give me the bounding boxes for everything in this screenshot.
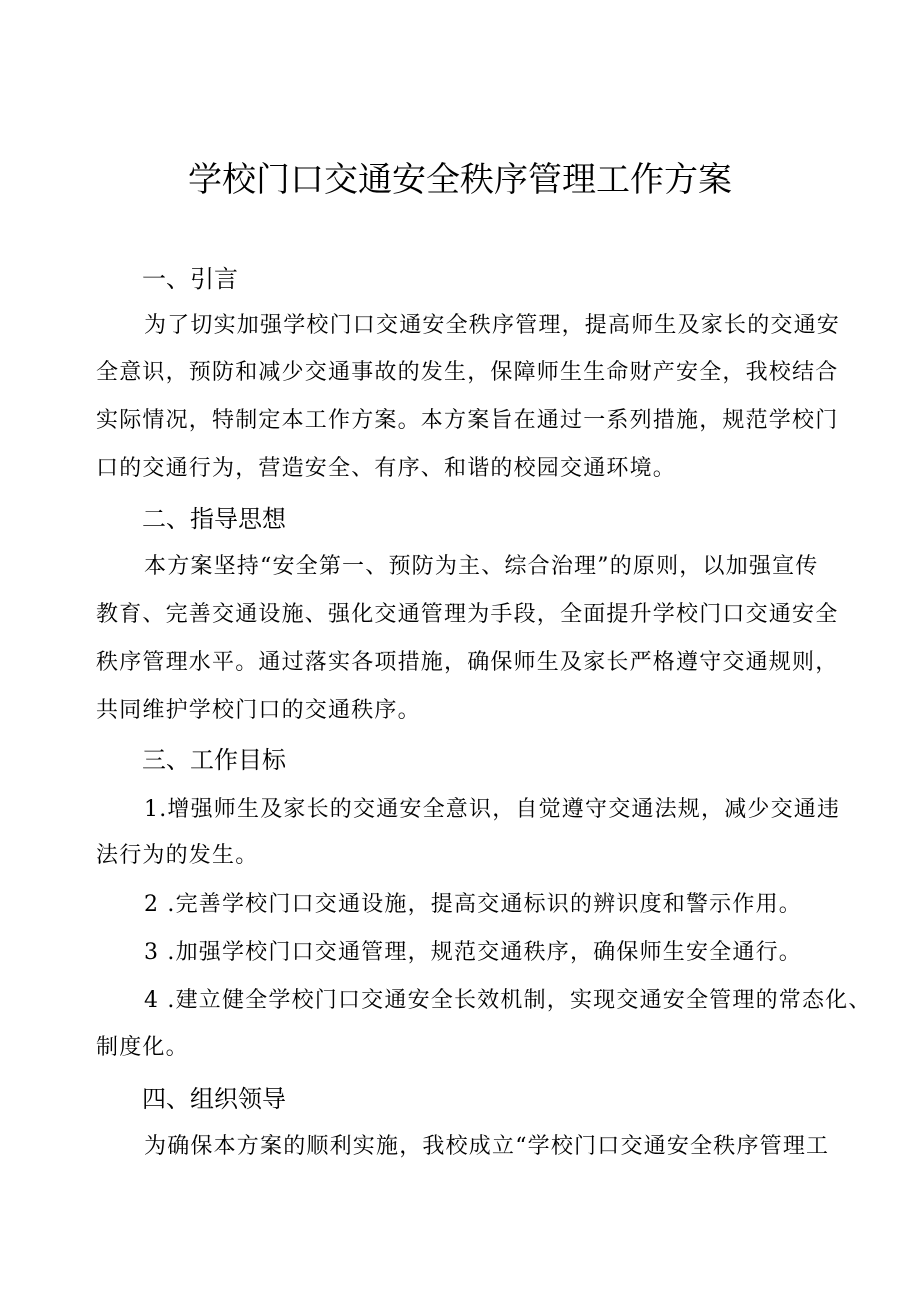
goal-item-1-line: 1.增强师生及家长的交通安全意识，自觉遵守交通法规，减少交通违 (144, 797, 841, 822)
section-heading-organization-leadership: 四、组织领导 (142, 1085, 286, 1113)
paragraph-line: 实际情况，特制定本工作方案。本方案旨在通过一系列措施，规范学校门 (96, 408, 839, 433)
goal-item-4-line: 4 .建立健全学校门口交通安全长效机制，实现交通安全管理的常态化、 (144, 988, 872, 1013)
paragraph-line: 为确保本方案的顺利实施，我校成立“学校门口交通安全秩序管理工 (144, 1134, 830, 1159)
paragraph-line: 本方案坚持“安全第一、预防为主、综合治理”的原则，以加强宣传 (144, 554, 819, 579)
paragraph-line: 口的交通行为，营造安全、有序、和谐的校园交通环境。 (96, 456, 677, 481)
section-heading-introduction: 一、引言 (142, 265, 238, 293)
goal-item-4-line: 制度化。 (96, 1035, 189, 1060)
goal-item-1-line: 法行为的发生。 (96, 843, 259, 868)
paragraph-line: 秩序管理水平。通过落实各项措施，确保师生及家长严格遵守交通规则， (96, 650, 839, 675)
section-heading-guiding-ideology: 二、指导思想 (142, 505, 286, 533)
section-heading-work-goals: 三、工作目标 (142, 746, 286, 774)
paragraph-line: 为了切实加强学校门口交通安全秩序管理，提高师生及家长的交通安 (144, 313, 841, 338)
goal-item-3: 3 .加强学校门口交通管理，规范交通秩序，确保师生安全通行。 (144, 940, 802, 965)
paragraph-line: 共同维护学校门口的交通秩序。 (96, 698, 421, 723)
paragraph-line: 教育、完善交通设施、强化交通管理为手段，全面提升学校门口交通安全 (96, 602, 839, 627)
goal-item-2: 2 .完善学校门口交通设施，提高交通标识的辨识度和警示作用。 (144, 892, 802, 917)
document-title: 学校门口交通安全秩序管理工作方案 (188, 160, 732, 200)
paragraph-line: 全意识，预防和减少交通事故的发生，保障师生生命财产安全，我校结合 (96, 360, 839, 385)
